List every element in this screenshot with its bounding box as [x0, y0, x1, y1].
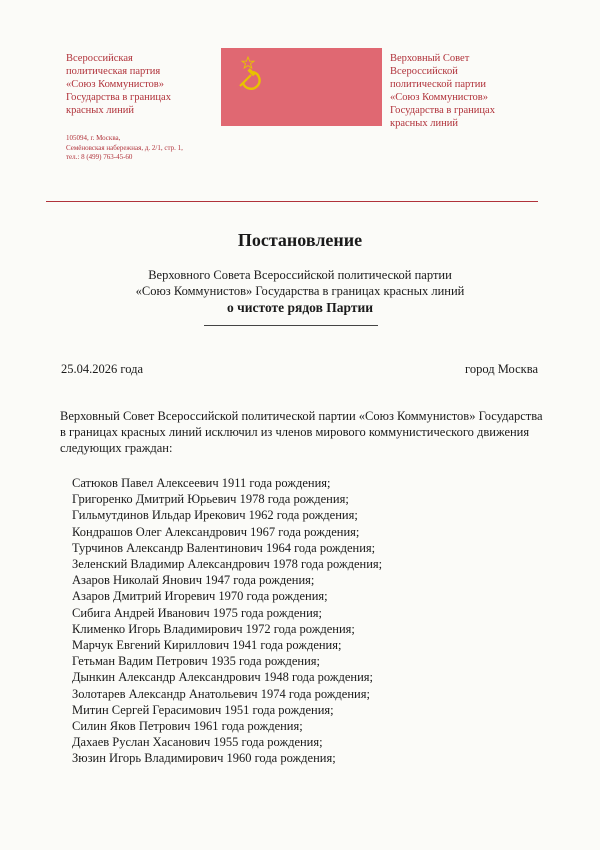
excluded-persons-list: [72, 475, 542, 767]
org-line: Государства в границах: [66, 92, 171, 103]
star-icon: [242, 57, 254, 68]
org-line: политической партии: [390, 79, 486, 90]
org-line: Всероссийская: [66, 53, 133, 64]
address-line: 105094, г. Москва,: [66, 134, 121, 142]
subtitle-line: Верховного Совета Всероссийской политической партии: [148, 268, 452, 282]
document-title: Постановление: [237, 230, 363, 250]
hammer-sickle-icon: [231, 56, 265, 90]
list-item: Зеленский Владимир Александрович 1978 года рождения;: [72, 557, 383, 572]
party-address: [66, 134, 216, 163]
document-city: город Москва: [465, 362, 538, 376]
org-line: Государства в границах: [390, 105, 495, 116]
org-line: Верховный Совет: [390, 53, 470, 64]
list-item: Гетьман Вадим Петрович 1935 года рождения;: [72, 654, 321, 669]
subtitle-topic: о чистоте рядов Партии: [226, 300, 374, 315]
org-line: красных линий: [66, 105, 134, 116]
list-item: Турчинов Александр Валентинович 1964 года рождения;: [72, 540, 376, 555]
org-line: Всероссийской: [390, 66, 458, 77]
address-line: Семёновская набережная, д. 2/1, стр. 1,: [66, 143, 183, 152]
list-item: Азаров Николай Янович 1947 года рождения;: [72, 573, 315, 588]
org-line: красных линий: [390, 118, 458, 129]
org-line: политическая партия: [66, 66, 161, 77]
list-item: Сатюков Павел Алексеевич 1911 года рождения;: [72, 476, 331, 490]
list-item: Золотарев Александр Анатольевич 1974 года рождения;: [72, 686, 370, 701]
list-item: Сибига Андрей Иванович 1975 года рождения;: [72, 605, 323, 620]
list-item: Силин Яков Петрович 1961 года рождения;: [72, 719, 303, 734]
list-item: Марчук Евгений Кириллович 1941 года рождения;: [72, 638, 342, 653]
list-item: Клименко Игорь Владимирович 1972 года рождения;: [72, 621, 355, 636]
list-item: Кондрашов Олег Александрович 1967 года рождения;: [72, 524, 360, 539]
intro-paragraph: Верховный Совет Всероссийской политической партии «Союз Коммунистов» Государства в границах красных линий исключил из членов мирового коммунистического движения следующих граждан:: [60, 409, 543, 455]
list-item: Зюзин Игорь Владимирович 1960 года рождения;: [72, 751, 336, 766]
document-subtitle: [0, 267, 600, 316]
address-line: тел.: 8 (499) 763-45-60: [66, 153, 133, 161]
list-item: Дынкин Александр Александрович 1948 года рождения;: [72, 670, 374, 685]
org-line: «Союз Коммунистов»: [390, 92, 488, 103]
hammer-handle-icon: [240, 75, 251, 86]
subtitle-line: «Союз Коммунистов» Государства в границах красных линий: [135, 284, 465, 298]
org-line: «Союз Коммунистов»: [66, 79, 164, 90]
party-header-left: [66, 52, 216, 163]
list-item: Дахаев Руслан Хасанович 1955 года рождения;: [72, 735, 323, 750]
list-item: Азаров Дмитрий Игоревич 1970 года рождения;: [72, 589, 328, 604]
list-item: Митин Сергей Герасимович 1951 года рождения;: [72, 702, 334, 717]
soviet-flag-image: [221, 48, 382, 126]
list-item: Гильмутдинов Ильдар Ирекович 1962 года рождения;: [72, 508, 358, 523]
council-header-right: [390, 52, 540, 130]
header-divider: [46, 201, 538, 202]
subtitle-underline: [204, 325, 378, 326]
list-item: Григоренко Дмитрий Юрьевич 1978 года рождения;: [72, 492, 349, 507]
document-date: 25.04.2026 года: [61, 362, 143, 376]
